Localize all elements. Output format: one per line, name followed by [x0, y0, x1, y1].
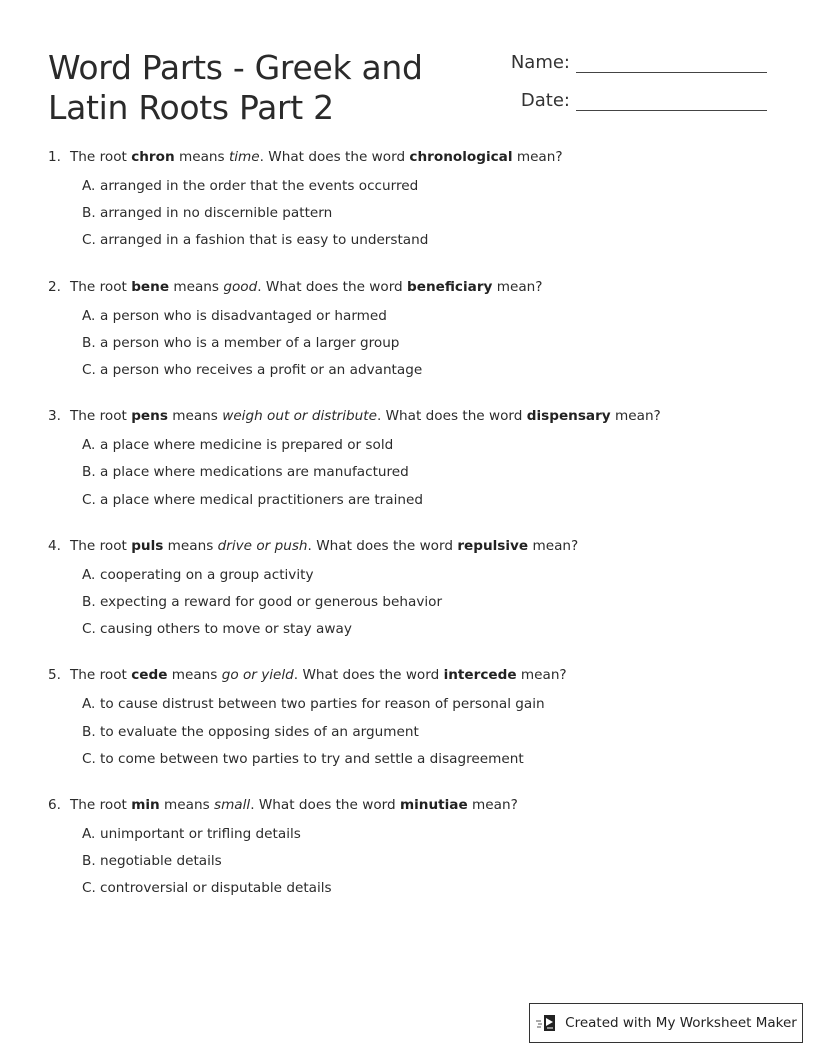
option-text: a person who is disadvantaged or harmed [100, 307, 387, 324]
question-number: 6. [48, 797, 61, 814]
question-text [70, 146, 563, 168]
option-letter: C. [82, 232, 96, 249]
question-item [48, 146, 768, 255]
answer-option[interactable] [82, 719, 768, 746]
stem-text: The root [70, 278, 132, 295]
question-number: 2. [48, 278, 61, 295]
option-text: a person who receives a profit or an advantage [100, 362, 423, 379]
name-field[interactable] [490, 52, 767, 73]
option-text: expecting a reward for good or generous behavior [100, 594, 443, 611]
option-text: arranged in the order that the events occurred [100, 178, 419, 194]
question-stem [48, 276, 768, 298]
answer-option[interactable] [82, 746, 768, 773]
option-text: arranged in a fashion that is easy to understand [100, 232, 429, 249]
answer-option[interactable] [82, 616, 768, 643]
option-letter: B. [82, 594, 96, 611]
answer-option[interactable] [82, 589, 768, 616]
root-meaning: weigh out or distribute [222, 408, 377, 425]
answer-option[interactable] [82, 330, 768, 357]
answer-option[interactable] [82, 432, 768, 459]
question-item [48, 276, 768, 385]
created-with-badge[interactable] [529, 1003, 803, 1043]
option-text: arranged in no discernible pattern [100, 205, 333, 222]
name-label: Name: [510, 52, 570, 73]
stem-text: mean? [492, 278, 543, 295]
stem-text: means [159, 797, 214, 814]
option-letter: A. [82, 826, 96, 843]
question-number: 4. [48, 537, 61, 554]
target-word: beneficiary [407, 278, 493, 295]
question-text [70, 405, 661, 427]
stem-text: . What does the word [376, 408, 527, 425]
answer-options [82, 303, 768, 385]
option-text: cooperating on a group activity [100, 566, 314, 583]
option-text: controversial or disputable details [100, 880, 332, 897]
title-line-1: Word Parts - Greek and [48, 48, 423, 87]
option-text: a place where medications are manufactured [100, 464, 409, 481]
root-meaning: time [228, 149, 260, 165]
root-meaning: drive or push [217, 537, 308, 554]
option-text: a person who is a member of a larger group [100, 334, 400, 351]
root-meaning: good [223, 278, 258, 295]
title-line-2: Latin Roots Part 2 [48, 88, 334, 127]
answer-option[interactable] [82, 821, 768, 848]
worksheet-maker-logo-icon [535, 1013, 559, 1033]
answer-option[interactable] [82, 487, 768, 514]
stem-text: means [163, 537, 218, 554]
stem-text: The root [70, 149, 132, 165]
answer-options [82, 691, 768, 773]
option-letter: B. [82, 853, 96, 870]
root-term: cede [131, 667, 168, 684]
question-number: 1. [48, 149, 61, 165]
badge-text: Created with My Worksheet Maker [565, 1015, 797, 1031]
stem-text: The root [70, 797, 132, 814]
question-text [70, 664, 567, 686]
option-text: to evaluate the opposing sides of an argument [100, 723, 419, 740]
stem-text: . What does the word [250, 797, 400, 814]
question-text [70, 535, 578, 557]
page-title [48, 48, 468, 128]
option-letter: C. [82, 621, 96, 638]
date-label: Date: [520, 90, 570, 111]
option-text: negotiable details [100, 853, 222, 870]
answer-option[interactable] [82, 303, 768, 330]
root-term: puls [131, 537, 164, 554]
option-text: to come between two parties to try and settle a disagreement [100, 750, 524, 767]
date-line[interactable] [576, 90, 767, 111]
question-item [48, 794, 768, 903]
stem-text: mean? [516, 667, 567, 684]
target-word: dispensary [526, 408, 611, 425]
option-letter: A. [82, 178, 96, 194]
question-item [48, 664, 768, 773]
option-letter: B. [82, 464, 96, 481]
stem-text: The root [70, 667, 132, 684]
option-letter: A. [82, 696, 96, 713]
answer-options [82, 821, 768, 903]
target-word: chronological [409, 149, 513, 165]
stem-text: mean? [512, 149, 563, 165]
stem-text: . What does the word [293, 667, 444, 684]
stem-text: . What does the word [259, 149, 410, 165]
option-letter: B. [82, 723, 96, 740]
stem-text: means [167, 667, 222, 684]
question-number: 3. [48, 408, 61, 425]
target-word: minutiae [399, 797, 468, 814]
question-text [70, 794, 518, 816]
question-list [48, 146, 768, 924]
answer-option[interactable] [82, 562, 768, 589]
root-term: min [131, 797, 160, 814]
option-text: unimportant or trifling details [100, 826, 301, 843]
question-stem [48, 405, 768, 427]
answer-option[interactable] [82, 200, 768, 227]
root-meaning: go or yield [221, 667, 294, 684]
option-text: a place where medicine is prepared or sold [100, 437, 394, 454]
stem-text: mean? [610, 408, 661, 425]
option-letter: A. [82, 566, 96, 583]
stem-text: mean? [528, 537, 579, 554]
answer-options [82, 432, 768, 514]
root-term: bene [131, 278, 170, 295]
stem-text: means [167, 408, 223, 425]
stem-text: . What does the word [257, 278, 407, 295]
option-text: a place where medical practitioners are trained [100, 491, 423, 508]
option-letter: A. [82, 307, 96, 324]
name-line[interactable] [576, 52, 767, 73]
root-meaning: small [213, 797, 251, 814]
option-letter: C. [82, 491, 96, 508]
answer-option[interactable] [82, 357, 768, 384]
question-text [70, 276, 542, 298]
stem-text: The root [70, 537, 132, 554]
question-stem [48, 535, 768, 557]
answer-option[interactable] [82, 848, 768, 875]
root-term: pens [131, 408, 168, 425]
option-letter: A. [82, 437, 96, 454]
stem-text: The root [70, 408, 132, 425]
option-text: causing others to move or stay away [100, 621, 352, 638]
option-letter: C. [82, 362, 96, 379]
option-letter: B. [82, 334, 96, 351]
answer-option[interactable] [82, 227, 768, 254]
question-number: 5. [48, 667, 61, 684]
answer-options [82, 562, 768, 644]
stem-text: means [174, 149, 229, 165]
stem-text: means [169, 278, 224, 295]
answer-option[interactable] [82, 691, 768, 718]
option-letter: C. [82, 880, 96, 897]
question-item [48, 405, 768, 514]
answer-option[interactable] [82, 875, 768, 902]
option-letter: C. [82, 750, 96, 767]
date-field[interactable] [490, 90, 767, 111]
question-stem [48, 794, 768, 816]
target-word: repulsive [457, 537, 529, 554]
option-letter: B. [82, 205, 96, 222]
stem-text: . What does the word [307, 537, 458, 554]
root-term: chron [131, 149, 175, 165]
question-item [48, 535, 768, 644]
answer-options [82, 173, 768, 255]
answer-option[interactable] [82, 173, 768, 200]
question-stem [48, 664, 768, 686]
answer-option[interactable] [82, 459, 768, 486]
target-word: intercede [443, 667, 517, 684]
option-text: to cause distrust between two parties for reason of personal gain [100, 696, 545, 713]
stem-text: mean? [467, 797, 518, 814]
question-stem [48, 146, 768, 168]
